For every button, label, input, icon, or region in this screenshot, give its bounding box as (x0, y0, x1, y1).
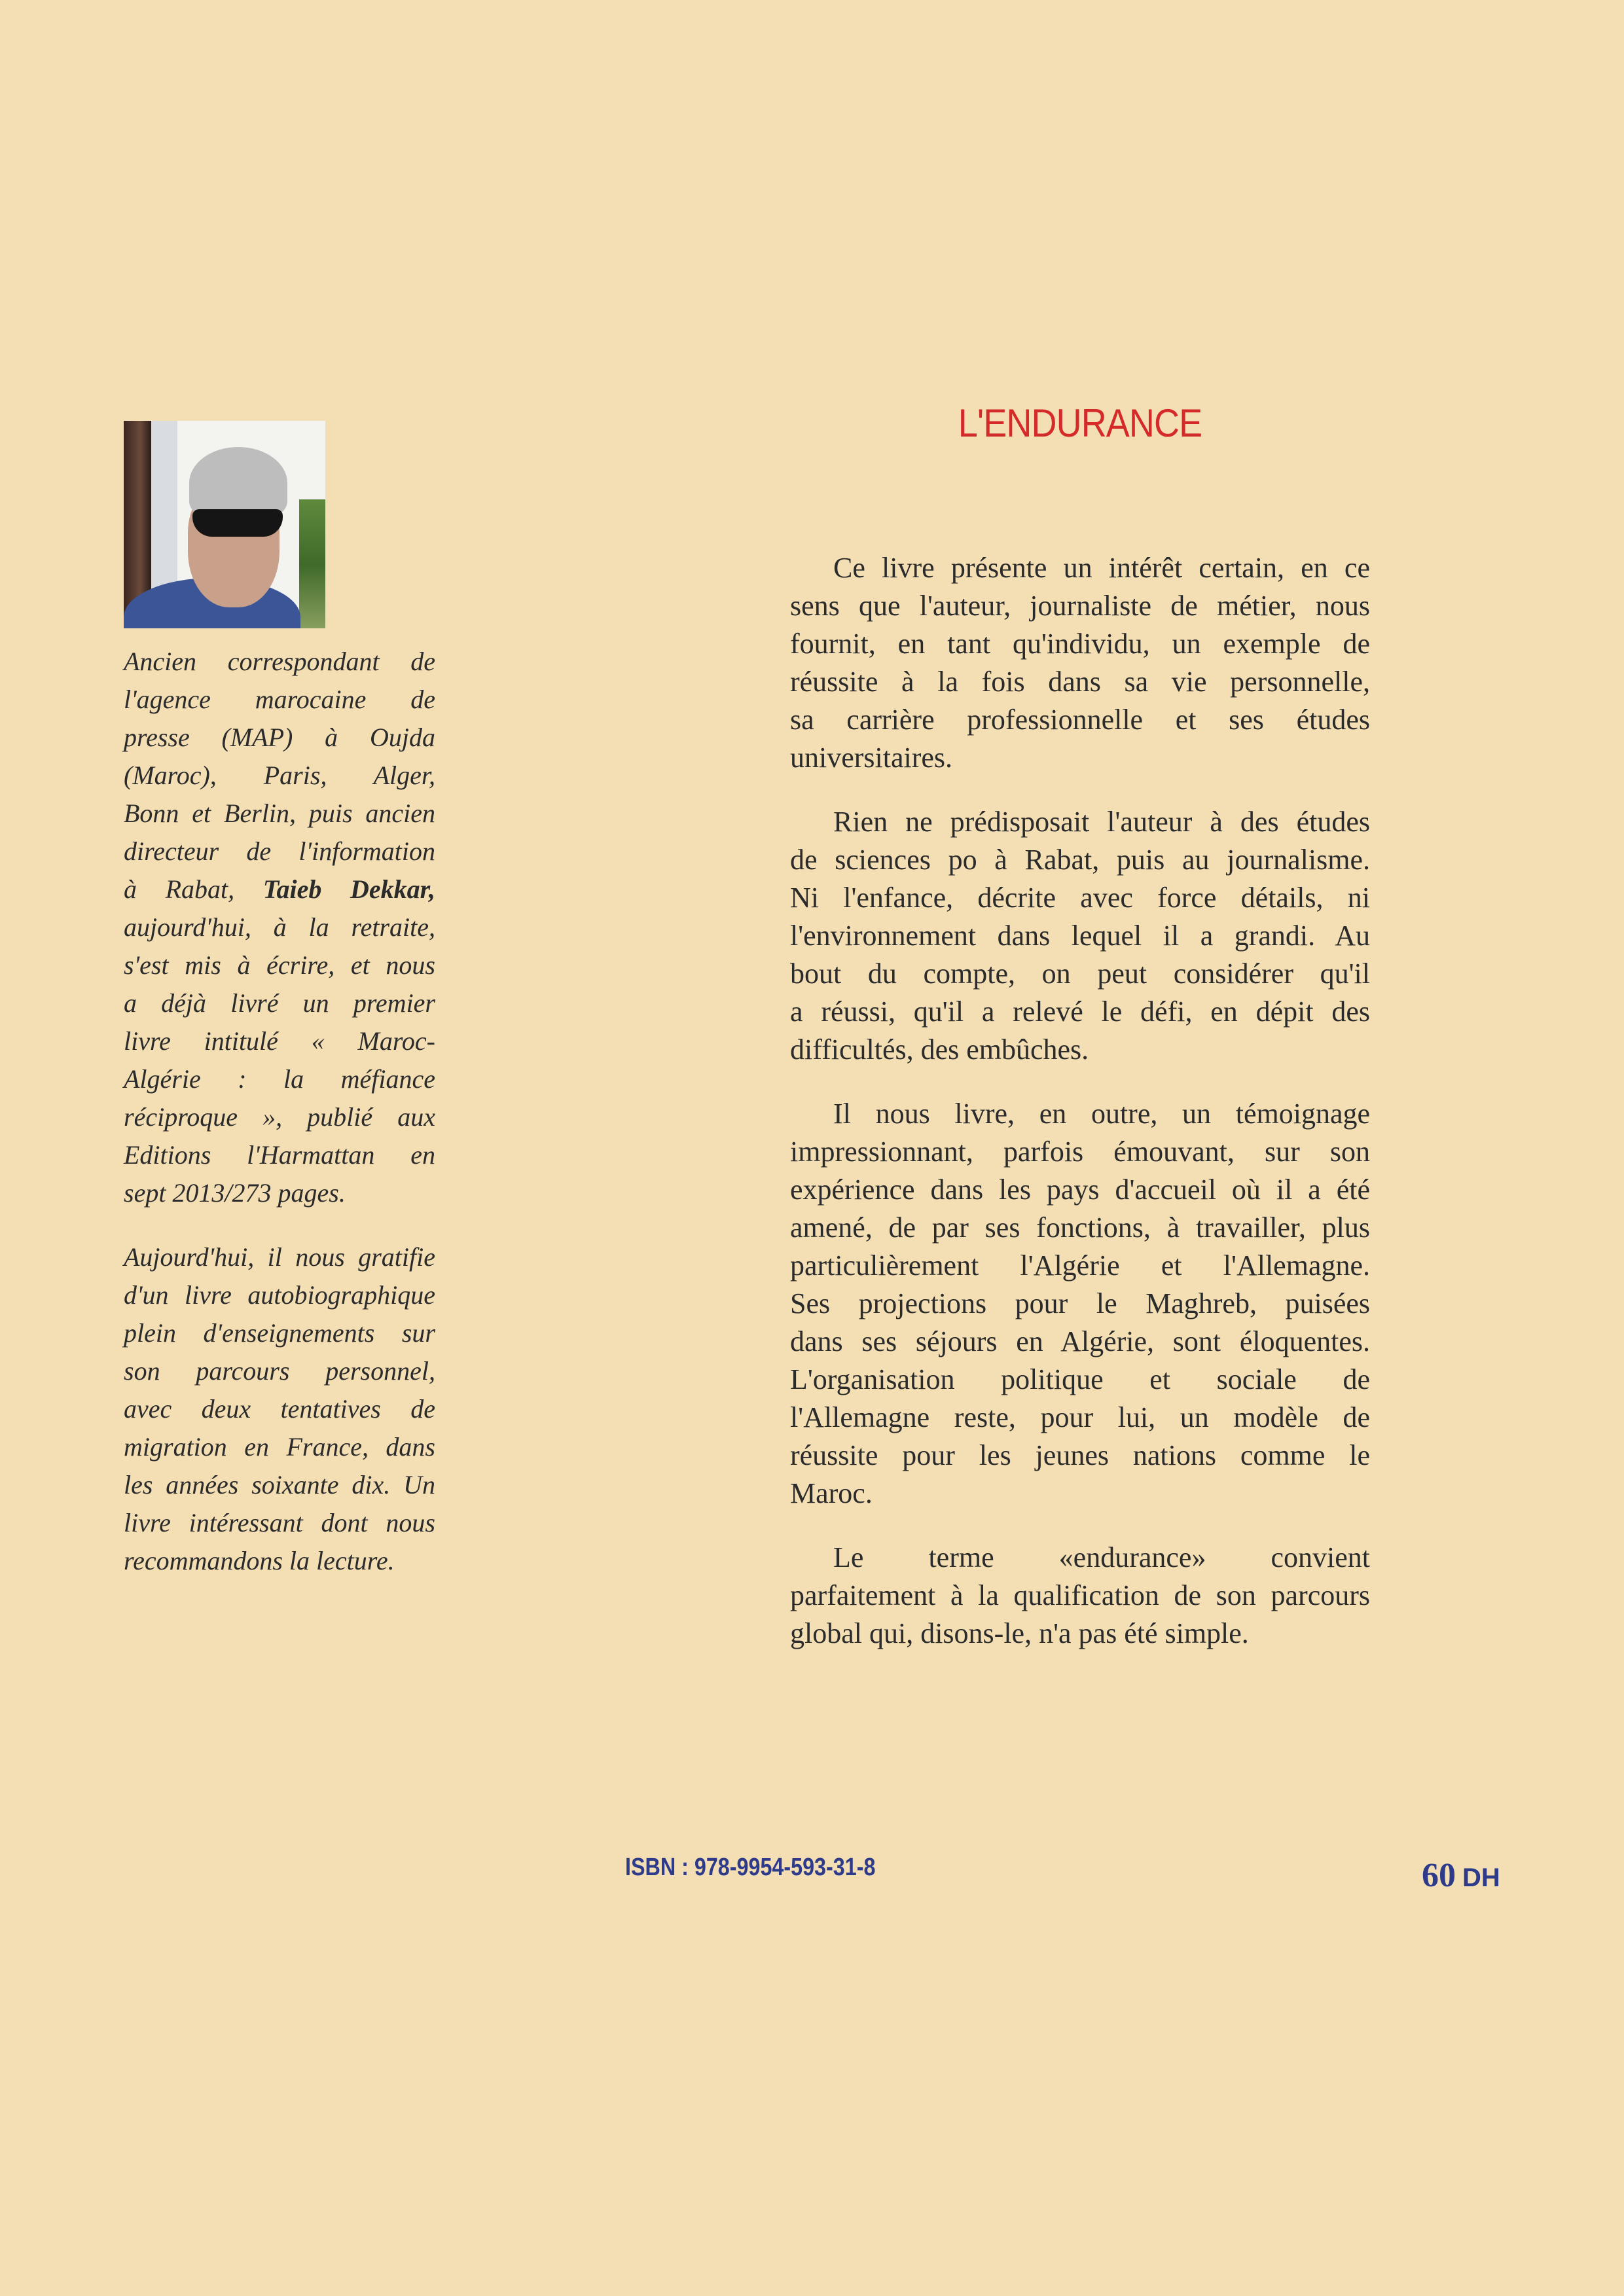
text-line: les années soixante dix. Un (124, 1470, 435, 1499)
paragraph (790, 803, 1370, 1069)
text-line: universitaires. (790, 742, 953, 774)
text-line: Ses projections pour le Maghreb, puisées (790, 1287, 1370, 1319)
text-line: sens que l'auteur, journaliste de métier, nous (790, 590, 1370, 622)
text-line: recommandons la lecture. (124, 1546, 395, 1575)
text-line: a réussi, qu'il a relevé le défi, en dépit des (790, 996, 1370, 1028)
text-line: a déjà livré un premier (124, 988, 435, 1018)
price-currency: DH (1462, 1863, 1500, 1892)
text-line: directeur de l'information (124, 836, 435, 866)
text-line: fournit, en tant qu'individu, un exemple de (790, 628, 1370, 660)
text-line: migration en France, dans (124, 1432, 435, 1462)
text-line: l'environnement dans lequel il a grandi. Au (790, 920, 1370, 952)
text-line: réciproque », publié aux (124, 1102, 435, 1132)
text-line: livre intéressant dont nous (124, 1508, 435, 1537)
text-line: à Rabat, Taieb Dekkar, (124, 874, 435, 904)
text-line: plein d'enseignements sur (124, 1318, 435, 1348)
text-line: Le terme «endurance» convient (833, 1541, 1370, 1573)
text-line: son parcours personnel, (124, 1356, 435, 1386)
text-line: de sciences po à Rabat, puis au journalisme. (790, 844, 1370, 876)
text-line: aujourd'hui, à la retraite, (124, 912, 435, 942)
text-line: L'organisation politique et sociale de (790, 1363, 1370, 1395)
text-line: réussite pour les jeunes nations comme le (790, 1439, 1370, 1471)
text-line: parfaitement à la qualification de son parcours (790, 1579, 1370, 1611)
paragraph (124, 643, 435, 1212)
text-line: bout du compte, on peut considérer qu'il (790, 958, 1370, 990)
text-line: Rien ne prédisposait l'auteur à des études (833, 806, 1370, 838)
text-line: avec deux tentatives de (124, 1394, 435, 1424)
text-line: réussite à la fois dans sa vie personnelle, (790, 666, 1370, 698)
author-name: Taieb Dekkar, (262, 874, 435, 904)
text-line: Il nous livre, en outre, un témoignage (833, 1098, 1370, 1130)
author-photo (124, 421, 325, 628)
text-line: presse (MAP) à Oujda (124, 723, 435, 752)
text-line: global qui, disons-le, n'a pas été simple. (790, 1617, 1249, 1649)
text-line: Ce livre présente un intérêt certain, en ce (833, 552, 1370, 584)
book-summary (790, 549, 1370, 1679)
text-line: Editions l'Harmattan en (124, 1140, 435, 1170)
text-line: amené, de par ses fonctions, à travailler, plus (790, 1211, 1370, 1244)
paragraph (124, 1238, 435, 1580)
paragraph (790, 549, 1370, 777)
paragraph (790, 1539, 1370, 1653)
text-line: dans ses séjours en Algérie, sont éloquentes. (790, 1325, 1370, 1357)
text-line: expérience dans les pays d'accueil où il a été (790, 1174, 1370, 1206)
text-line: Ni l'enfance, décrite avec force détails, ni (790, 882, 1370, 914)
paragraph (790, 1095, 1370, 1513)
text-line: Algérie : la méfiance (124, 1064, 435, 1094)
text-line: l'agence marocaine de (124, 685, 435, 714)
text-line: s'est mis à écrire, et nous (124, 950, 435, 980)
text-line: sa carrière professionnelle et ses études (790, 704, 1370, 736)
author-bio (124, 643, 435, 1606)
text-line: (Maroc), Paris, Alger, (124, 761, 435, 790)
text-line: livre intitulé « Maroc- (124, 1026, 435, 1056)
text-line: Aujourd'hui, il nous gratifie (124, 1242, 435, 1272)
text-line: impressionnant, parfois émouvant, sur son (790, 1136, 1370, 1168)
text-line: Ancien correspondant de (124, 647, 435, 676)
text-line: Maroc. (790, 1477, 873, 1509)
price (1422, 1856, 1500, 1895)
book-title: L'ENDURANCE (958, 401, 1202, 445)
text-line: difficultés, des embûches. (790, 1033, 1089, 1066)
price-amount: 60 (1422, 1857, 1456, 1894)
text-line: particulièrement l'Algérie et l'Allemagne. (790, 1249, 1370, 1282)
text-line: l'Allemagne reste, pour lui, un modèle de (790, 1401, 1370, 1433)
isbn: ISBN : 978-9954-593-31-8 (625, 1854, 876, 1881)
text-line: Bonn et Berlin, puis ancien (124, 798, 435, 828)
text-line: d'un livre autobiographique (124, 1280, 435, 1310)
text-line: sept 2013/273 pages. (124, 1178, 346, 1208)
